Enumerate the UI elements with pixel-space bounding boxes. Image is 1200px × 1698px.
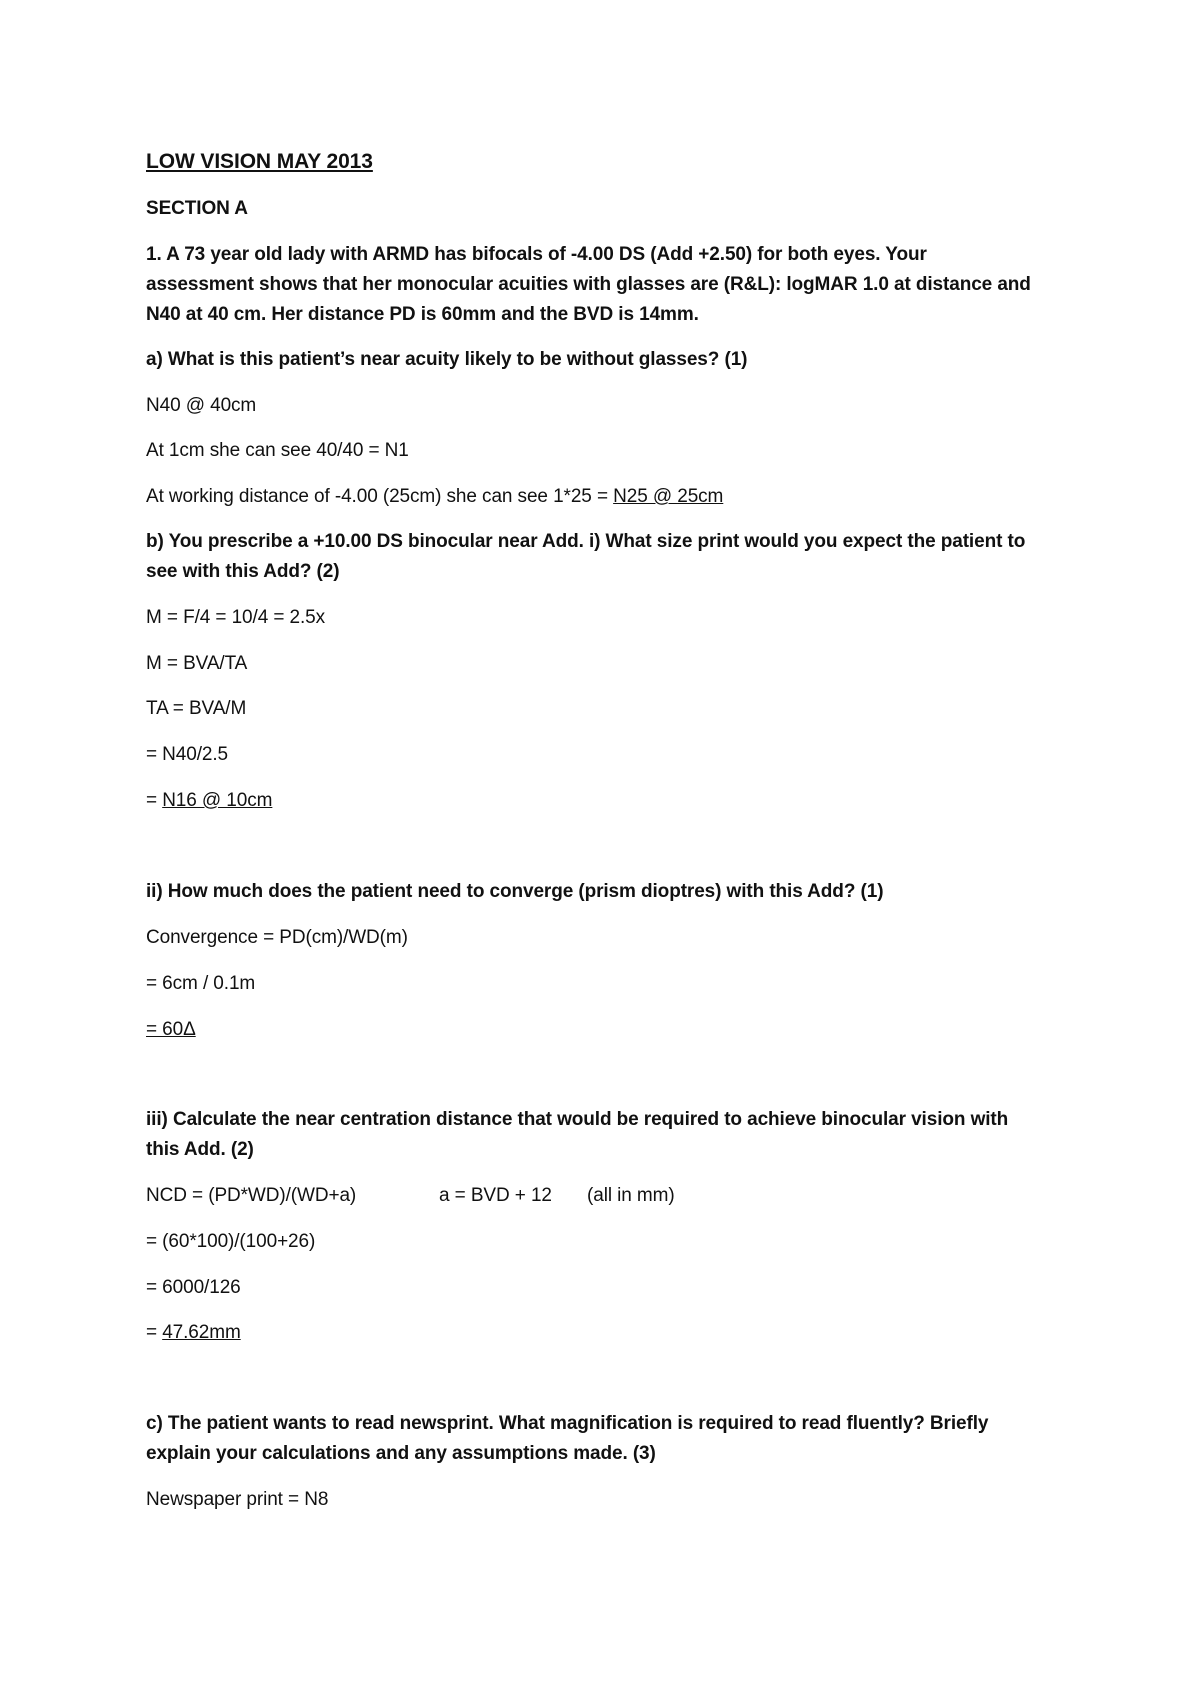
answer-b-iii-line-1 [146,1181,846,1210]
units-note: (all in mm) [587,1185,675,1206]
answer-b-result: N16 @ 10cm [162,790,273,811]
answer-b-iii-line-4 [146,1318,241,1347]
answer-b-iii-line-4-text: = [146,1322,163,1343]
question-b-line-2: see with this Add? (2) [146,561,340,582]
answer-a-line-3-text: At working distance of -4.00 (25cm) she can see 1*25 = [146,486,614,507]
answer-b-line-4: = N40/2.5 [146,744,229,765]
answer-a-result: N25 @ 25cm [613,486,724,507]
question-1-line-2: assessment shows that her monocular acuities with glasses are (R&L): logMAR 1.0 at distance and [146,274,1031,295]
document-title: LOW VISION MAY 2013 [146,150,373,173]
question-b-iii-line-1: iii) Calculate the near centration distance that would be required to achieve binocular vision with [146,1109,1009,1130]
question-b-iii-line-2: this Add. (2) [146,1139,254,1160]
answer-b-iii-line-3: = 6000/126 [146,1277,241,1298]
answer-b-ii-line-1: Convergence = PD(cm)/WD(m) [146,927,408,948]
answer-b-ii-line-2: = 6cm / 0.1m [146,973,256,994]
answer-a-line-3 [146,482,723,511]
question-a: a) What is this patient’s near acuity likely to be without glasses? (1) [146,349,748,370]
answer-a-line-2: At 1cm she can see 40/40 = N1 [146,440,409,461]
answer-b-iii-result: 47.62mm [162,1322,241,1343]
question-c-line-1: c) The patient wants to read newsprint. What magnification is required to read fluently? Briefly [146,1413,989,1434]
answer-b-line-5-text: = [146,790,163,811]
section-heading: SECTION A [146,198,248,219]
answer-b-line-5 [146,786,272,815]
question-1-line-3: N40 at 40 cm. Her distance PD is 60mm and the BVD is 14mm. [146,304,699,325]
question-c-line-2: explain your calculations and any assumptions made. (3) [146,1443,656,1464]
answer-b-line-1: M = F/4 = 10/4 = 2.5x [146,607,326,628]
ncd-formula: NCD = (PD*WD)/(WD+a) [146,1185,357,1206]
answer-b-ii-result: = 60Δ [146,1019,196,1040]
question-1-line-1: 1. A 73 year old lady with ARMD has bifocals of -4.00 DS (Add +2.50) for both eyes. Your [146,244,927,265]
answer-b-line-2: M = BVA/TA [146,653,248,674]
answer-c-line-1: Newspaper print = N8 [146,1489,329,1510]
answer-b-line-3: TA = BVA/M [146,698,247,719]
a-definition: a = BVD + 12 [439,1185,552,1206]
answer-a-line-1: N40 @ 40cm [146,395,257,416]
question-b-line-1: b) You prescribe a +10.00 DS binocular near Add. i) What size print would you expect the patient to [146,531,1026,552]
question-b-ii: ii) How much does the patient need to converge (prism dioptres) with this Add? (1) [146,881,884,902]
answer-b-iii-line-2: = (60*100)/(100+26) [146,1231,316,1252]
